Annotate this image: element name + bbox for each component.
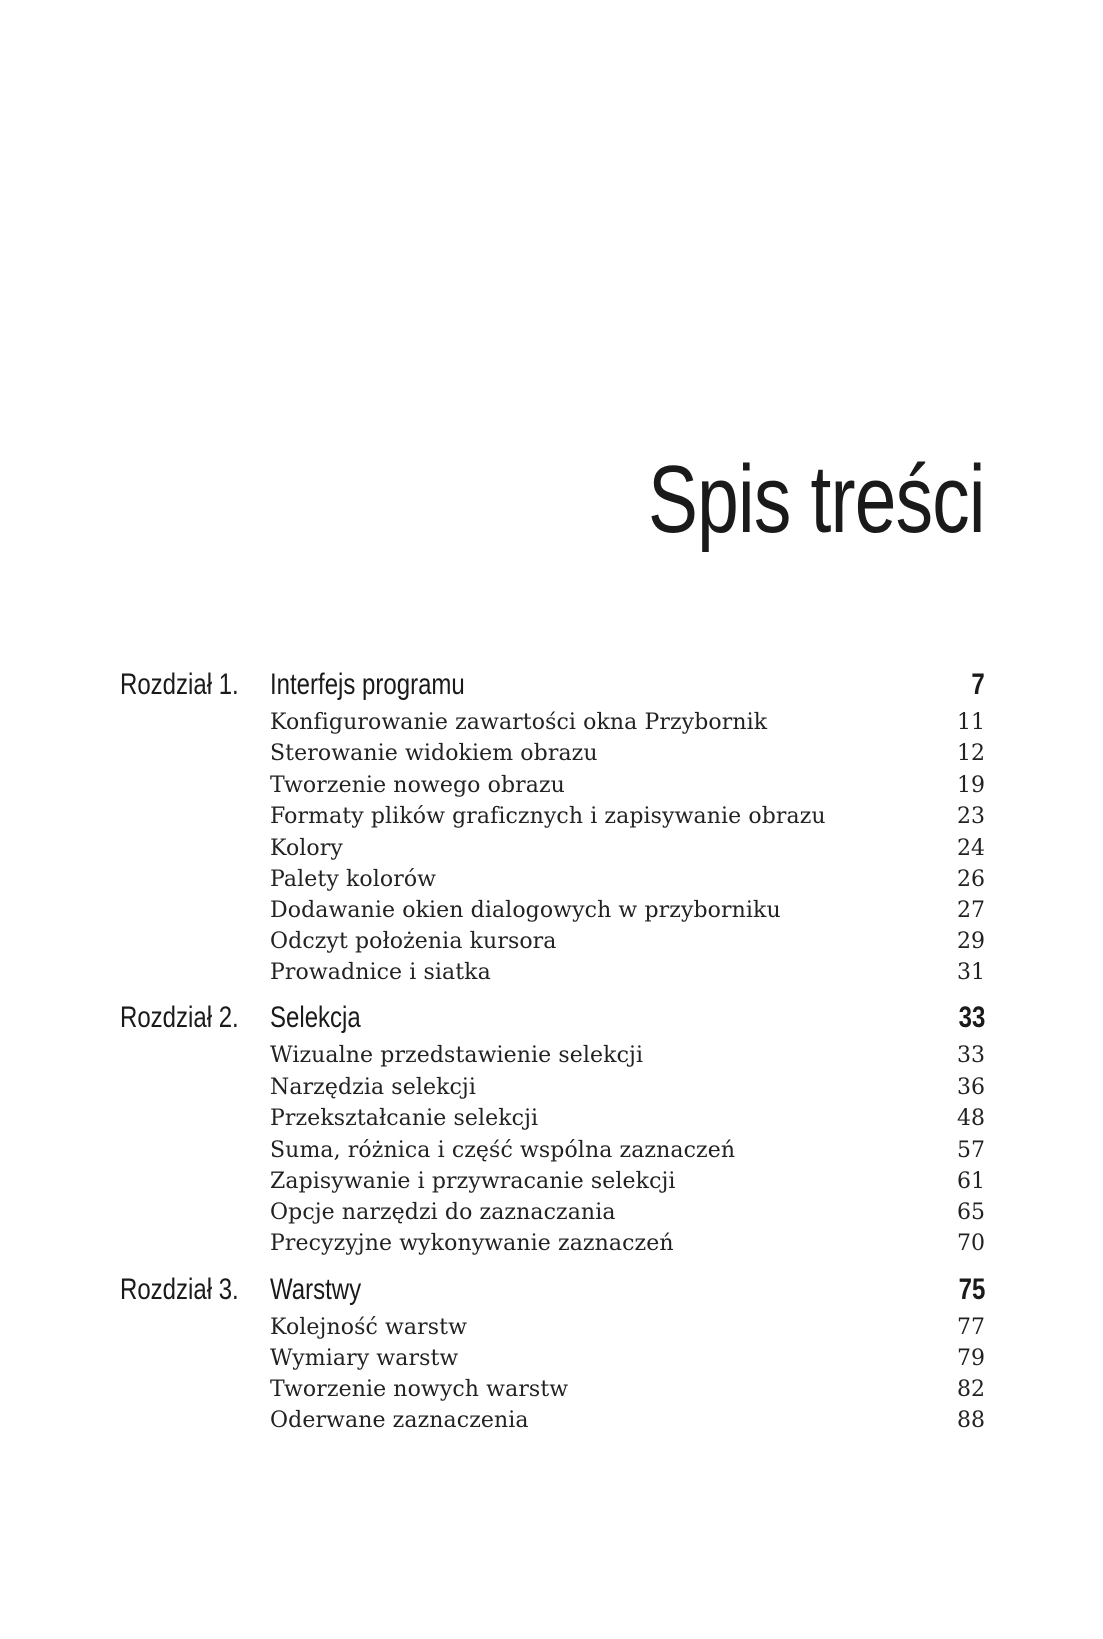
- toc-entry-page: 70: [957, 1231, 985, 1256]
- toc-entry-title[interactable]: Tworzenie nowych warstw: [270, 1377, 569, 1402]
- chapter-title[interactable]: Selekcja: [270, 1001, 361, 1034]
- toc-entry-title[interactable]: Precyzyjne wykonywanie zaznaczeń: [270, 1231, 674, 1256]
- toc-entry-title[interactable]: Wymiary warstw: [270, 1346, 459, 1371]
- toc-entry-page: 77: [957, 1315, 985, 1340]
- toc-entry-title[interactable]: Narzędzia selekcji: [270, 1075, 476, 1100]
- toc-entry-page: 82: [957, 1377, 985, 1402]
- toc-entry-title[interactable]: Sterowanie widokiem obrazu: [270, 741, 598, 766]
- chapter-label: Rozdział 2.: [120, 1001, 239, 1034]
- chapter-page-number: 75: [958, 1273, 985, 1306]
- toc-entry-page: 88: [957, 1408, 985, 1433]
- toc-entry-page: 12: [957, 741, 985, 766]
- toc-entry-title[interactable]: Konfigurowanie zawartości okna Przybornik: [270, 710, 768, 735]
- toc-entry-page: 26: [957, 867, 985, 892]
- chapter-page-number: 33: [958, 1001, 985, 1034]
- toc-entry-title[interactable]: Opcje narzędzi do zaznaczania: [270, 1200, 616, 1225]
- chapter-title[interactable]: Warstwy: [270, 1273, 362, 1306]
- chapter-label: Rozdział 1.: [120, 668, 239, 701]
- toc-entry-title[interactable]: Zapisywanie i przywracanie selekcji: [270, 1169, 676, 1194]
- toc-entry-page: 79: [957, 1346, 985, 1371]
- toc-entry-title[interactable]: Kolory: [270, 836, 343, 861]
- toc-entry-page: 11: [957, 710, 985, 735]
- toc-entry-title[interactable]: Kolejność warstw: [270, 1315, 468, 1340]
- toc-entry-title[interactable]: Palety kolorów: [270, 867, 437, 892]
- toc-entry-title[interactable]: Dodawanie okien dialogowych w przyborniku: [270, 898, 781, 923]
- toc-entry-page: 29: [957, 929, 985, 954]
- toc-entry-page: 19: [957, 773, 985, 798]
- toc-entry-page: 24: [957, 836, 985, 861]
- toc-entry-title[interactable]: Tworzenie nowego obrazu: [270, 773, 565, 798]
- toc-entry-page: 61: [957, 1169, 985, 1194]
- toc-entry-title[interactable]: Oderwane zaznaczenia: [270, 1408, 529, 1433]
- toc-entry-title[interactable]: Formaty plików graficznych i zapisywanie obrazu: [270, 804, 826, 829]
- chapter-title[interactable]: Interfejs programu: [270, 668, 465, 701]
- chapter-page-number: 7: [971, 668, 985, 701]
- page-title: Spis treści: [648, 446, 985, 553]
- toc-entry-title[interactable]: Suma, różnica i część wspólna zaznaczeń: [270, 1138, 736, 1163]
- toc-entry-page: 27: [957, 898, 985, 923]
- chapter-label: Rozdział 3.: [120, 1273, 239, 1306]
- toc-entry-page: 31: [957, 960, 985, 985]
- toc-entry-page: 57: [957, 1138, 985, 1163]
- toc-entry-page: 23: [957, 804, 985, 829]
- toc-entry-title[interactable]: Wizualne przedstawienie selekcji: [270, 1043, 644, 1068]
- toc-entry-page: 65: [957, 1200, 985, 1225]
- toc-entry-title[interactable]: Odczyt położenia kursora: [270, 929, 557, 954]
- toc-entry-page: 36: [957, 1075, 985, 1100]
- toc-entry-page: 48: [957, 1106, 985, 1131]
- toc-entry-page: 33: [957, 1043, 985, 1068]
- toc-entry-title[interactable]: Prowadnice i siatka: [270, 960, 491, 985]
- toc-entry-title[interactable]: Przekształcanie selekcji: [270, 1106, 539, 1131]
